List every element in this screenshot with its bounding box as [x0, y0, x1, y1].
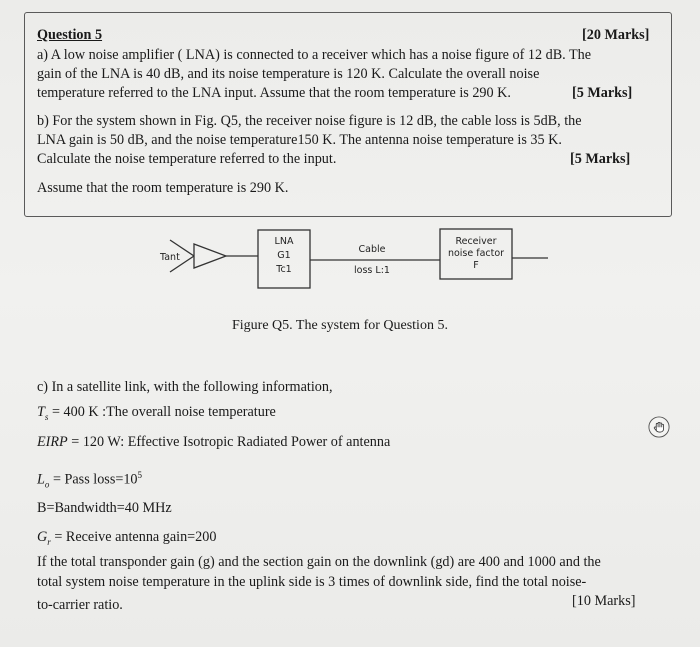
- figure-caption: Figure Q5. The system for Question 5.: [232, 318, 448, 333]
- antenna-temp-label: Tant: [160, 252, 180, 263]
- part-a-line-1: a) A low noise amplifier ( LNA) is connected to a receiver which has a noise figure of 12 dB. The: [37, 47, 592, 63]
- part-b-line-1: b) For the system shown in Fig. Q5, the receiver noise figure is 12 dB, the cable loss is 5dB, the: [37, 113, 582, 129]
- lna-temp-label: Tc1: [276, 264, 292, 275]
- part-c-question-line-2: total system noise temperature in the uplink side is 3 times of downlink side, find the total noise-: [37, 574, 587, 590]
- cable-loss-label: loss L:1: [354, 265, 390, 276]
- system-diagram: [150, 222, 560, 302]
- lna-gain-label: G1: [277, 250, 291, 261]
- part-b-line-3: Calculate the noise temperature referred to the input.: [37, 151, 337, 167]
- part-c-marks: [10 Marks]: [572, 593, 636, 609]
- part-c-gain: $G_r$ = Receive antenna gain=200: [37, 529, 217, 547]
- cable-label: Cable: [358, 244, 386, 255]
- part-a-line-3: temperature referred to the LNA input. Assume that the room temperature is 290 K.: [37, 85, 511, 101]
- question-title: Question 5: [37, 27, 103, 43]
- receiver-f-label: F: [473, 260, 479, 271]
- part-c-bandwidth: B=Bandwidth=40 MHz: [37, 500, 172, 516]
- part-a-marks: [5 Marks]: [572, 85, 633, 101]
- part-b-marks: [5 Marks]: [570, 151, 631, 167]
- part-a-line-2: gain of the LNA is 40 dB, and its noise temperature is 120 K. Calculate the overall noise: [37, 66, 540, 82]
- part-c-intro: c) In a satellite link, with the following information,: [37, 379, 333, 395]
- receiver-label: Receiver: [455, 236, 497, 247]
- part-c-ts: $T_s = 400$ K :The overall noise temperature: [37, 404, 276, 422]
- part-c-question-line-1: If the total transponder gain (g) and the section gain on the downlink (gd) are 400 and 1000 and the: [37, 554, 601, 570]
- lna-triangle-icon: [194, 244, 226, 268]
- receiver-noise-label: noise factor: [447, 248, 505, 259]
- part-c-eirp: EIRP = 120 W: Effective Isotropic Radiated Power of antenna: [37, 434, 391, 450]
- part-b-line-2: LNA gain is 50 dB, and the noise temperature150 K. The antenna noise temperature is 35 K.: [37, 132, 562, 148]
- part-c-path-loss: $L_o$ = Pass $loss=10^5$: [37, 470, 143, 490]
- hand-cursor-icon: [648, 416, 670, 438]
- part-b-line-4: Assume that the room temperature is 290 K.: [37, 180, 289, 196]
- lna-label: LNA: [274, 236, 294, 247]
- question-marks: [20 Marks]: [582, 27, 650, 43]
- part-c-question-line-3: to-carrier ratio.: [37, 597, 123, 613]
